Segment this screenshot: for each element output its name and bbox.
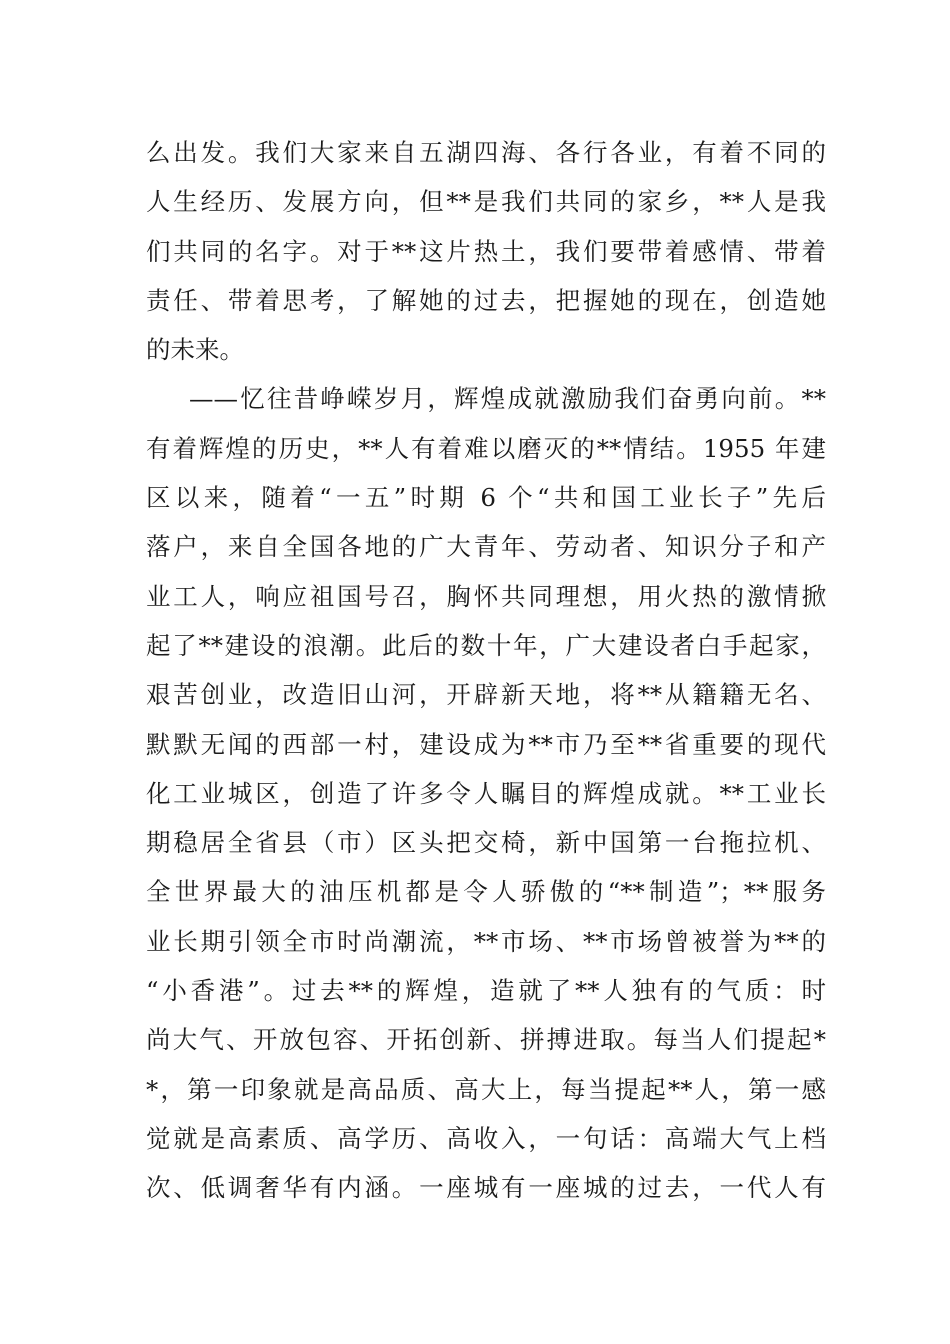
text-line: 尚大气、开放包容、开拓创新、拼搏进取。每当人们提起* [146, 1025, 826, 1055]
text-line: 业工人，响应祖国号召，胸怀共同理想，用火热的激情掀 [146, 581, 826, 611]
text-line: 们共同的名字。对于**这片热土，我们要带着感情、带着 [146, 236, 826, 266]
body-text [146, 128, 826, 1213]
text-line: 有着辉煌的历史，**人有着难以磨灭的**情结。1955 年建 [146, 433, 826, 463]
text-line: “小香港”。过去**的辉煌，造就了**人独有的气质：时 [146, 976, 826, 1006]
text-line: 责任、带着思考，了解她的过去，把握她的现在，创造她 [146, 285, 826, 315]
text-line: 艰苦创业，改造旧山河，开辟新天地，将**从籍籍无名、 [146, 680, 826, 710]
text-line: 人生经历、发展方向，但**是我们共同的家乡，**人是我 [146, 187, 826, 217]
text-line: 落户，来自全国各地的广大青年、劳动者、知识分子和产 [146, 532, 826, 562]
text-line: 区以来，随着“一五”时期 6 个“共和国工业长子”先后 [146, 483, 826, 513]
text-line: 觉就是高素质、高学历、高收入，一句话：高端大气上档 [146, 1123, 826, 1153]
text-line: 起了**建设的浪潮。此后的数十年，广大建设者白手起家， [146, 630, 826, 660]
text-line: 期稳居全省县（市）区头把交椅，新中国第一台拖拉机、 [146, 828, 826, 858]
text-line: 化工业城区，创造了许多令人瞩目的辉煌成就。**工业长 [146, 778, 826, 808]
text-line: 么出发。我们大家来自五湖四海、各行各业，有着不同的 [146, 138, 826, 167]
text-line: 全世界最大的油压机都是令人骄傲的“**制造”；**服务 [146, 877, 826, 907]
text-line: *，第一印象就是高品质、高大上，每当提起**人，第一感 [146, 1074, 826, 1104]
text-line: 的未来。 [146, 335, 244, 365]
paragraph-first-line: ——忆往昔峥嵘岁月，辉煌成就激励我们奋勇向前。** [189, 384, 826, 414]
text-line: 次、低调奢华有内涵。一座城有一座城的过去，一代人有 [146, 1173, 826, 1203]
text-line: 业长期引领全市时尚潮流，**市场、**市场曾被誉为**的 [146, 926, 826, 956]
text-line: 默默无闻的西部一村，建设成为**市乃至**省重要的现代 [146, 729, 826, 759]
